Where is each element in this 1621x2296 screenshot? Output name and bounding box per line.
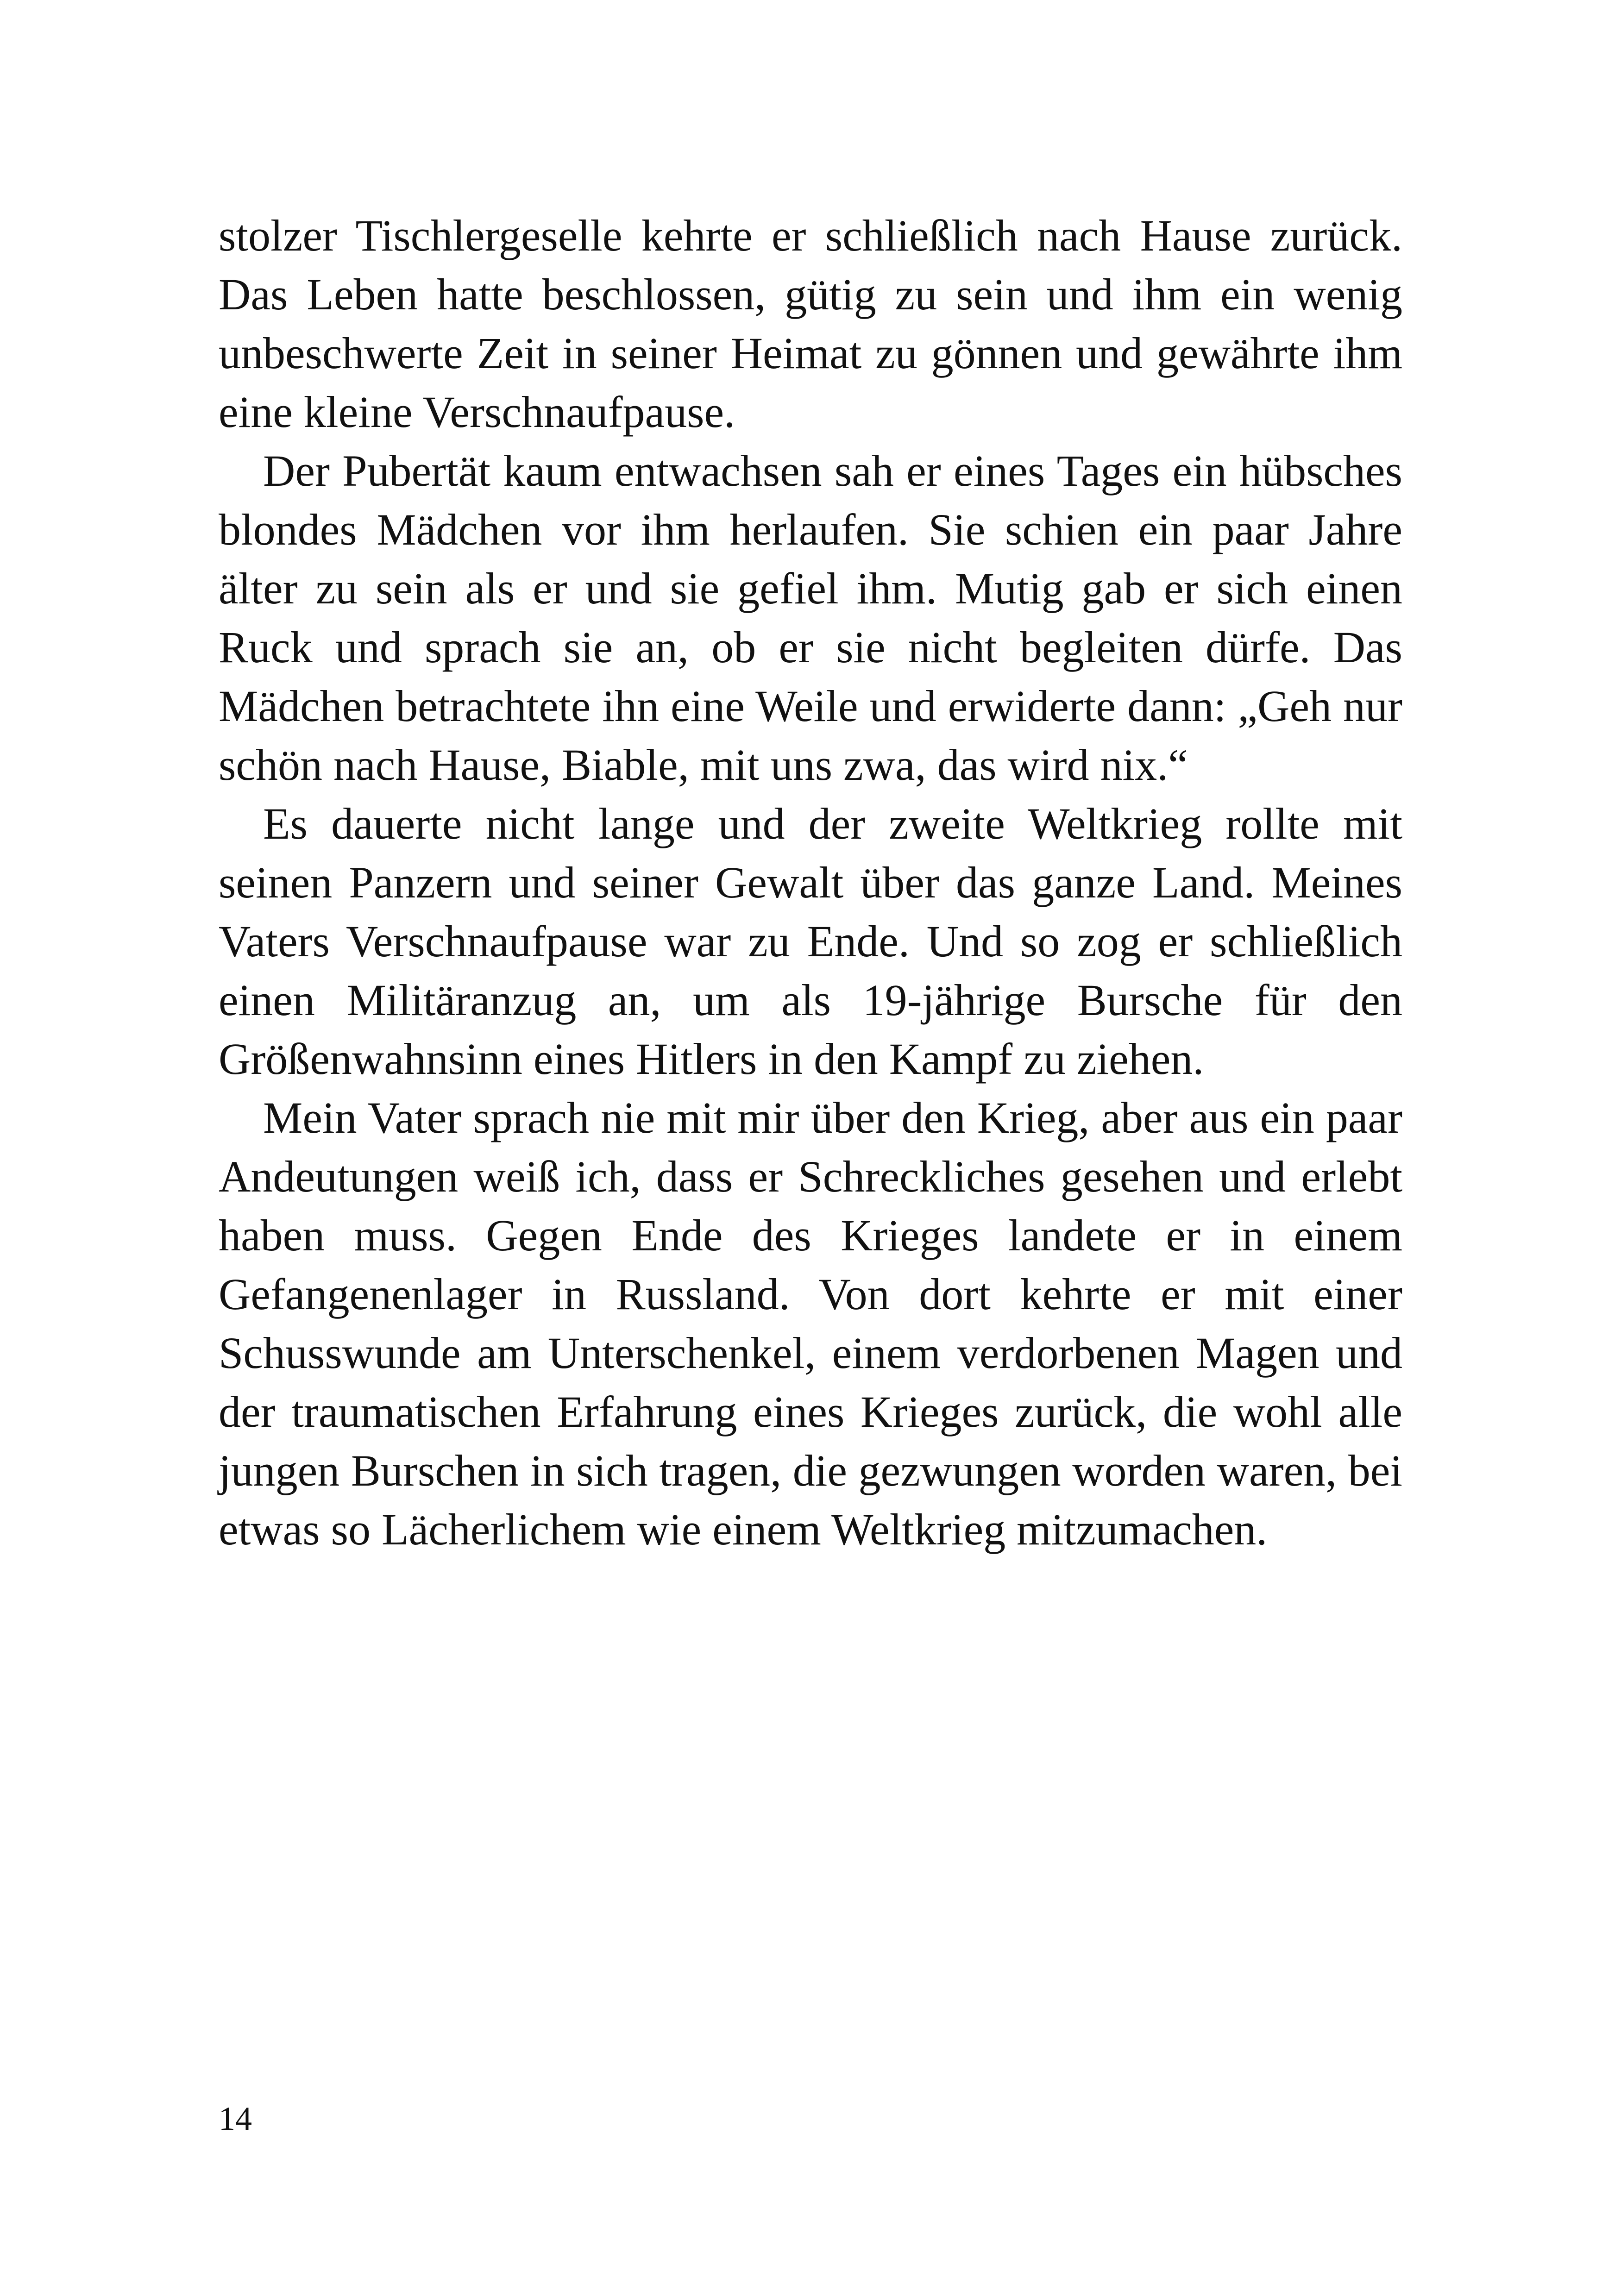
paragraph-1: stolzer Tischlergeselle kehrte er schließlich nach Hause zurück. Das Leben hatte beschlossen, gütig zu sein und ihm ein wenig unbeschwerte Zeit in seiner Heimat zu gönnen und gewährte ihm eine kleine Verschnaufpause. <box>219 211 1402 437</box>
paragraph-2: Der Pubertät kaum entwachsen sah er eines Tages ein hübsches blondes Mädchen vor ihm herlaufen. Sie schien ein paar Jahre älter zu sein als er und sie gefiel ihm. Mutig gab er sich einen Ruck und sprach sie an, ob er sie nicht begleiten dürfe. Das Mädchen betrachtete ihn eine Weile und erwiderte dann: „Geh nur schön nach Hause, Biable, mit uns zwa, das wird nix.“ <box>219 446 1402 790</box>
body-text <box>219 206 1402 1559</box>
page-number: 14 <box>219 2100 252 2137</box>
paragraph-3: Es dauerte nicht lange und der zweite Weltkrieg rollte mit seinen Panzern und seiner Gewalt über das ganze Land. Meines Vaters Verschnaufpause war zu Ende. Und so zog er schließlich einen Militäranzug an, um als 19-jährige Bursche für den Größenwahnsinn eines Hitlers in den Kampf zu ziehen. <box>219 799 1402 1084</box>
paragraph-4: Mein Vater sprach nie mit mir über den Krieg, aber aus ein paar Andeutungen weiß ich, dass er Schreckliches gesehen und erlebt haben muss. Gegen Ende des Krieges landete er in einem Gefangenenlager in Russland. Von dort kehrte er mit einer Schusswunde am Unterschenkel, einem verdorbenen Magen und der traumatischen Erfahrung eines Krieges zurück, die wohl alle jungen Burschen in sich tragen, die gezwungen worden waren, bei etwas so Lächerlichem wie einem Weltkrieg mitzumachen. <box>219 1093 1402 1554</box>
